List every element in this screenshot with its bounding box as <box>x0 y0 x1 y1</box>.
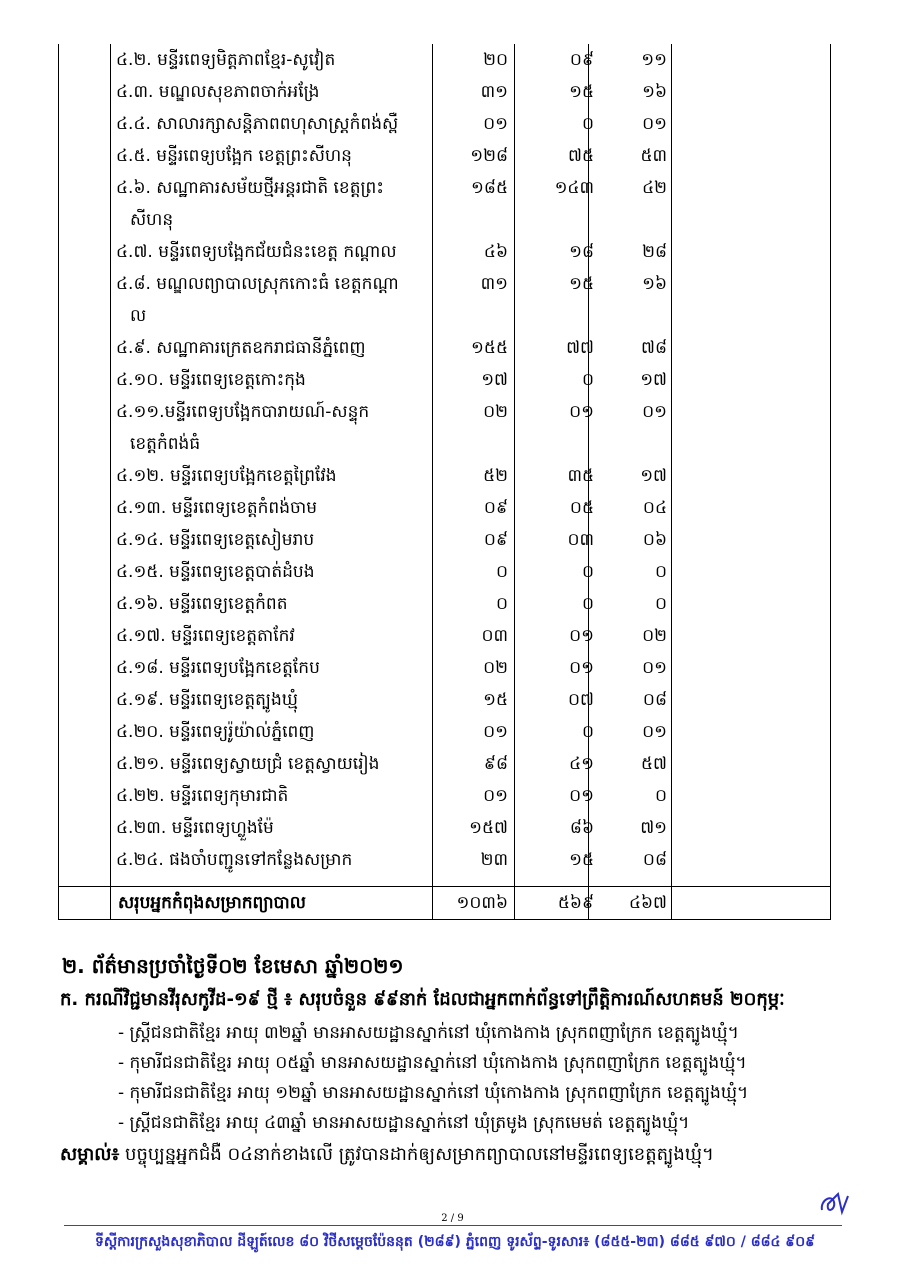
facility-name-text: ៤.១១.មន្ទីរពេទ្យបង្អែកបារាយណ៍-សន្ទុក <box>116 402 370 422</box>
facility-name <box>116 524 434 556</box>
count-female: ០៦ <box>642 530 667 550</box>
count-total: ១២៨ <box>470 146 508 166</box>
count-total: ២៣ <box>480 850 508 870</box>
table-row <box>58 332 831 364</box>
count-female: ១៦ <box>642 82 667 102</box>
table-row <box>58 780 831 812</box>
table-row <box>58 716 831 748</box>
count-male: ៤១ <box>569 754 594 774</box>
facility-name <box>116 44 434 76</box>
count-female: ១៧ <box>640 370 667 390</box>
facility-name <box>116 780 434 812</box>
total-male: ៥៦៩ <box>557 893 594 913</box>
note <box>60 1142 714 1169</box>
facility-name <box>116 460 434 492</box>
count-female: ២៨ <box>642 242 667 262</box>
facility-name-text: ៤.១៦. មន្ទីរពេទ្យខេត្តកំពត <box>116 594 288 614</box>
count-male: ៣៥ <box>567 466 594 486</box>
facility-name-text: ៤.១៩. មន្ទីរពេទ្យខេត្តត្បូងឃ្មុំ <box>116 690 298 710</box>
table-row <box>58 620 831 652</box>
count-female: ៥៣ <box>640 146 667 166</box>
count-female: ៥៧ <box>641 754 667 774</box>
footer-divider <box>64 1225 842 1226</box>
count-male: ០១ <box>569 786 594 806</box>
case-bullet: - ស្ត្រីជនជាតិខ្មែរ អាយុ ៣២ឆ្នាំ មានអាសយដ្ឋានស្នាក់នៅ ឃុំកោងកាង ស្រុកពញាក្រែក ខេត្តត្បូងឃ្មុំ។ <box>118 1023 739 1043</box>
count-total: ០២ <box>483 658 508 678</box>
facility-name <box>116 588 434 620</box>
facility-name-text: ៤.២៣. មន្ទីរពេទ្យហ្លួងម៉ែ <box>116 818 274 838</box>
facility-name-text: ៤.២០. មន្ទីរពេទ្យរ៉ូយ៉ាល់ភ្នំពេញ <box>116 722 315 742</box>
facility-name <box>116 652 434 684</box>
count-male: ០ <box>581 370 594 390</box>
facility-name-text: ៤.១៧. មន្ទីរពេទ្យខេត្តតាកែវ <box>116 626 295 646</box>
facility-name-continued: សីហនុ <box>130 210 174 230</box>
count-total: ០១ <box>483 722 508 742</box>
facility-name <box>116 844 434 876</box>
count-female: ០ <box>654 594 667 614</box>
table-row <box>58 268 831 332</box>
count-female: ០៨ <box>642 850 667 870</box>
count-total: ០១ <box>483 114 508 134</box>
facility-name <box>116 236 434 268</box>
count-female: ០១ <box>642 722 667 742</box>
page-number: 2 / 9 <box>441 1213 464 1224</box>
count-female: ១១ <box>641 50 667 70</box>
count-male: ០៣ <box>567 530 594 550</box>
count-female: ១៧ <box>640 466 667 486</box>
facility-name-text: ៤.១៨. មន្ទីរពេទ្យបង្អែកខេត្តកែប <box>116 658 320 678</box>
facility-name-text: ៤.៤. សាលារក្សាសន្តិភាពពហុសាស្ត្រកំពង់ស្ពឺ <box>116 114 399 134</box>
count-total: ១៥៥ <box>471 338 508 358</box>
count-male: ៧៥ <box>568 146 594 166</box>
total-female: ៤៦៧ <box>628 893 667 913</box>
facility-name <box>116 684 434 716</box>
count-total: ៤៦ <box>483 242 508 262</box>
facility-name-text: ៤.៦. សណ្ឋាគារសម័យថ្មីអន្តរជាតិ ខេត្តព្រះ <box>116 178 384 198</box>
facility-name-text: ៤.៩. សណ្ឋាគារក្រេតឧករាជធានីភ្នំពេញ <box>116 338 366 358</box>
case-bullet: - ស្ត្រីជនជាតិខ្មែរ អាយុ ៤៣ឆ្នាំ មានអាសយដ្ឋានស្នាក់នៅ ឃុំត្រមូង ស្រុកមេមត់ ខេត្តត្បូងឃ្មុំ។ <box>118 1113 690 1133</box>
facility-name-text: ៤.៣. មណ្ឌលសុខភាពចាក់អង្រែ <box>116 82 320 102</box>
table-row <box>58 652 831 684</box>
count-male: ០១ <box>569 658 594 678</box>
count-male: ០៥ <box>569 498 594 518</box>
count-female: ០ <box>654 786 667 806</box>
count-total: ០២ <box>483 402 508 422</box>
count-total: ០៩ <box>483 530 508 550</box>
table-row <box>58 748 831 780</box>
facility-name <box>116 332 434 364</box>
facility-name-text: ៤.១៥. មន្ទីរពេទ្យខេត្តបាត់ដំបង <box>116 562 315 582</box>
count-male: ០៩ <box>569 50 594 70</box>
count-female: ០១ <box>642 402 667 422</box>
facility-name-text: ៤.៧. មន្ទីរពេទ្យបង្អែកជ័យជំនះខេត្ត កណ្ដាល <box>116 242 397 262</box>
count-female: ០៨ <box>642 690 667 710</box>
table-row <box>58 140 831 172</box>
facility-name-text: ៤.២. មន្ទីរពេទ្យមិត្តភាពខ្មែរ-សូវៀត <box>116 50 336 70</box>
facility-name-text: ៤.១៤. មន្ទីរពេទ្យខេត្តសៀមរាប <box>116 530 315 550</box>
count-male: ១៥ <box>569 82 594 102</box>
count-female: ៤២ <box>642 178 667 198</box>
table-row <box>58 172 831 236</box>
count-total: ១៥ <box>483 690 508 710</box>
count-male: ១៥ <box>569 274 594 294</box>
count-total: ០៣ <box>481 626 508 646</box>
facility-name-text: ៤.១០. មន្ទីរពេទ្យខេត្តកោះកុង <box>116 370 306 390</box>
count-male: ០១ <box>569 626 594 646</box>
count-female: ០ <box>654 562 667 582</box>
table-row <box>58 492 831 524</box>
facility-name <box>116 748 434 780</box>
table-row <box>58 44 831 76</box>
count-male: ៨៦ <box>569 818 594 838</box>
table-row <box>58 236 831 268</box>
section-subtitle: ក. ករណីវិជ្ជមានវីរុសកូវីដ-១៩ ថ្មី ៖ សរុបចំនួន ៩៩នាក់ ដែលជាអ្នកពាក់ព័ន្ធទៅព្រឹត្តិការណ៍សហគមន៍ ២០កុម្ភៈ <box>60 989 785 1010</box>
count-total: ១៥៧ <box>469 818 508 838</box>
count-total: ៥២ <box>483 466 508 486</box>
facility-name <box>116 716 434 748</box>
facility-name-text: ៤.៨. មណ្ឌលព្យាបាលស្រុកកោះធំ ខេត្តកណ្ដា <box>116 274 399 294</box>
facility-name-text: ៤.២១. មន្ទីរពេទ្យស្វាយជ្រំ ខេត្តស្វាយរៀង <box>116 754 380 774</box>
count-female: ០១ <box>642 114 667 134</box>
total-label: សរុបអ្នកកំពុងសម្រាកព្យាបាល <box>118 893 306 913</box>
count-female: ០៤ <box>642 498 667 518</box>
count-total: ២០ <box>483 50 508 70</box>
table-row <box>58 108 831 140</box>
facility-name-text: ៤.២២. មន្ទីរពេទ្យកុមារជាតិ <box>116 786 289 806</box>
section-title: ២. ព័ត៌មានប្រចាំថ្ងៃទី០២ ខែមេសា ឆ្នាំ២០២១ <box>62 954 404 978</box>
facility-name-continued: ល <box>130 306 147 326</box>
facility-name <box>116 620 434 652</box>
note-text: បច្ចុប្បន្នអ្នកជំងឺ ០៤នាក់ខាងលើ ត្រូវបានដាក់ឲ្យសម្រាកព្យាបាលនៅមន្ទីរពេទ្យខេត្តត្បូងឃ្មុំ។ <box>119 1144 714 1165</box>
facility-name <box>116 108 434 140</box>
count-male: ០១ <box>569 402 594 422</box>
count-female: ០១ <box>642 658 667 678</box>
table-row <box>58 812 831 844</box>
table-row <box>58 588 831 620</box>
facility-name <box>116 812 434 844</box>
count-total: ០១ <box>483 786 508 806</box>
count-total: ៣១ <box>480 274 508 294</box>
count-male: ០ <box>581 114 594 134</box>
table-total-row <box>58 886 831 920</box>
facility-name <box>116 396 434 460</box>
note-label: សម្គាល់៖ <box>60 1144 120 1165</box>
count-total: ១៨៥ <box>471 178 508 198</box>
count-female: ១៦ <box>642 274 667 294</box>
count-male: ០៧ <box>568 690 594 710</box>
facility-name <box>116 556 434 588</box>
table-row <box>58 844 831 876</box>
table-row <box>58 460 831 492</box>
count-male: ១៨ <box>569 242 594 262</box>
table-row <box>58 524 831 556</box>
count-male: ០ <box>581 722 594 742</box>
count-male: ០ <box>581 594 594 614</box>
facility-name-text: ៤.២៤. ផងចាំបញ្ជូនទៅកន្លែងសម្រាក <box>116 850 353 870</box>
facility-name-continued: ខេត្តកំពង់ធំ <box>130 434 201 454</box>
count-female: ៧១ <box>640 818 667 838</box>
facility-name <box>116 492 434 524</box>
count-male: ១៥ <box>569 850 594 870</box>
facility-name <box>116 364 434 396</box>
facility-name-text: ៤.៥. មន្ទីរពេទ្យបង្អែក ខេត្តព្រះសីហនុ <box>116 146 352 166</box>
count-total: ០ <box>495 562 508 582</box>
table-row <box>58 364 831 396</box>
table-row <box>58 556 831 588</box>
footer-address: ទីស្តីការក្រសួងសុខាភិបាល ដីឡូត៍លេខ ៨០ វិថីសម្តេចប៉ែននុត (២៨៩) ភ្នំពេញ ទូរស័ព្ទ-ទូរសារ៖ (៨៥៥-២៣) ៨៨៥ ៩៧០ / ៨៨៤ ៩០៩ <box>94 1234 816 1250</box>
count-female: ០២ <box>642 626 667 646</box>
facility-name-text: ៤.១២. មន្ទីរពេទ្យបង្អែកខេត្តព្រៃវែង <box>116 466 337 486</box>
table-row <box>58 76 831 108</box>
facility-name <box>116 140 434 172</box>
count-female: ៧៨ <box>641 338 667 358</box>
facility-name <box>116 268 434 332</box>
facility-name-text: ៤.១៣. មន្ទីរពេទ្យខេត្តកំពង់ចាម <box>116 498 317 518</box>
facility-name <box>116 172 434 236</box>
count-male: ៧៧ <box>566 338 594 358</box>
facility-name <box>116 76 434 108</box>
count-total: ០ <box>495 594 508 614</box>
count-total: ៩៨ <box>483 754 508 774</box>
count-male: ១៤៣ <box>554 178 594 198</box>
count-total: ១៧ <box>481 370 508 390</box>
table-row <box>58 396 831 460</box>
count-total: ០៩ <box>483 498 508 518</box>
table-row <box>58 684 831 716</box>
case-bullet: - កុមារីជនជាតិខ្មែរ អាយុ ១២ឆ្នាំ មានអាសយដ្ឋានស្នាក់នៅ ឃុំកោងកាង ស្រុកពញាក្រែក ខេត្តត្បូងឃ្មុំ។ <box>118 1083 749 1103</box>
count-total: ៣១ <box>480 82 508 102</box>
count-male: ០ <box>581 562 594 582</box>
case-bullet: - កុមារីជនជាតិខ្មែរ អាយុ ០៥ឆ្នាំ មានអាសយដ្ឋានស្នាក់នៅ ឃុំកោងកាង ស្រុកពញាក្រែក ខេត្តត្បូងឃ្មុំ។ <box>118 1053 747 1073</box>
total-count: ១០៣៦ <box>456 893 508 913</box>
